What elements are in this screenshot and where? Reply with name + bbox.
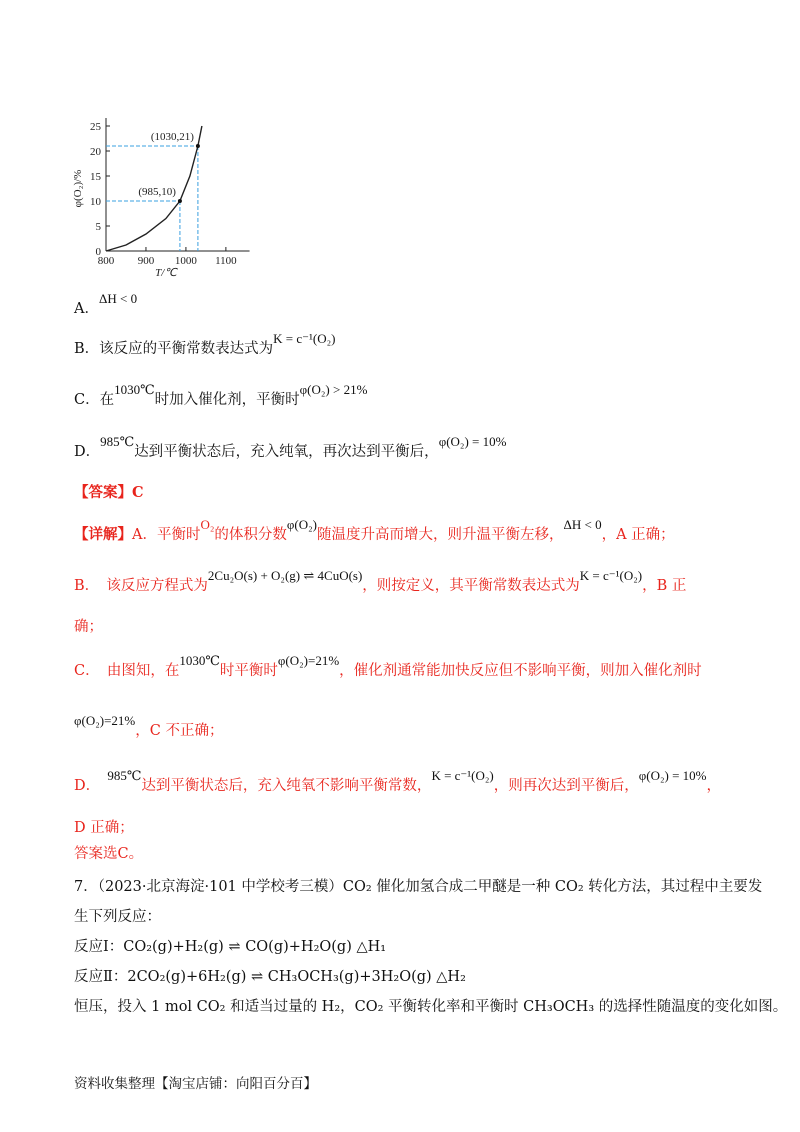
- y-tick-label-15: 15: [90, 171, 101, 183]
- point-label-1: (1030,21): [150, 131, 194, 143]
- explain-d: D． 985℃达到平衡状态后，充入纯氧不影响平衡常数，K = c⁻¹(O₂)，则再次达到平衡后，φ(O₂) = 10%，: [74, 768, 722, 794]
- answer-line: 【答案】C: [74, 484, 144, 501]
- q7-line5: 恒压，投入 1 mol CO₂ 和适当过量的 H₂，CO₂ 平衡转化率和平衡时 CH₃OCH₃ 的选择性随温度的变化如图。: [74, 999, 788, 1015]
- x-tick-label-1100: 1100: [215, 255, 237, 267]
- x-tick-label-1000: 1000: [174, 255, 197, 267]
- y-tick-label-5: 5: [95, 221, 101, 233]
- y-tick-label-0: 0: [95, 246, 101, 258]
- data-point-1: [196, 144, 200, 148]
- explain-a: 【详解】A．平衡时O₂的体积分数φ(O₂)随温度升高而增大，则升温平衡左移，ΔH < 0，A 正确；: [74, 517, 675, 543]
- explain-d-cont: D 正确；: [74, 820, 134, 836]
- explain-c: C． 由图知，在1030℃时平衡时φ(O₂)=21%，催化剂通常能加快反应但不影响平衡，则加入催化剂时: [74, 653, 702, 679]
- chart-svg: [70, 108, 250, 283]
- q7-line1: 7．（2023·北京海淀·101 中学校考三模）CO₂ 催化加氢合成二甲醚是一种 CO₂ 转化方法，其过程中主要发: [74, 879, 763, 895]
- explain-b-cont: 确；: [74, 619, 103, 635]
- q7-reaction1: 反应Ⅰ：CO₂(g)+H₂(g) ⇌ CO(g)+H₂O(g) △H₁: [74, 939, 387, 955]
- option-d: D．985℃达到平衡状态后，充入纯氧，再次达到平衡后，φ(O₂) = 10%: [74, 434, 507, 460]
- point-label-0: (985,10): [138, 186, 176, 198]
- explain-b: B． 该反应方程式为2Cu₂O(s) + O₂(g) ⇌ 4CuO(s)，则按定义，其平衡常数表达式为K = c⁻¹(O₂)，B 正: [74, 568, 687, 594]
- y-tick-label-25: 25: [90, 121, 101, 133]
- equilibrium-chart: [70, 108, 250, 283]
- q7-line2: 生下列反应：: [74, 909, 161, 925]
- option-b: B．该反应的平衡常数表达式为K = c⁻¹(O₂): [74, 331, 336, 357]
- explain-c-cont: φ(O₂)=21%，C 不正确；: [74, 713, 224, 739]
- option-a: A．ΔH < 0: [74, 291, 138, 317]
- data-point-0: [178, 199, 182, 203]
- y-tick-label-20: 20: [90, 146, 101, 158]
- footer-text: 资料收集整理【淘宝店铺：向阳百分百】: [74, 1076, 317, 1092]
- q7-reaction2: 反应Ⅱ：2CO₂(g)+6H₂(g) ⇌ CH₃OCH₃(g)+3H₂O(g) △H₂: [74, 969, 466, 985]
- y-tick-label-10: 10: [90, 196, 101, 208]
- x-tick-label-800: 800: [97, 255, 115, 267]
- x-tick-label-900: 900: [137, 255, 155, 267]
- option-c: C．在1030℃时加入催化剂，平衡时φ(O₂) > 21%: [74, 382, 368, 408]
- x-axis-label: T/℃: [155, 267, 177, 279]
- y-axis-label: φ(O₂)/%: [72, 169, 84, 208]
- explain-final: 答案选C。: [74, 846, 144, 862]
